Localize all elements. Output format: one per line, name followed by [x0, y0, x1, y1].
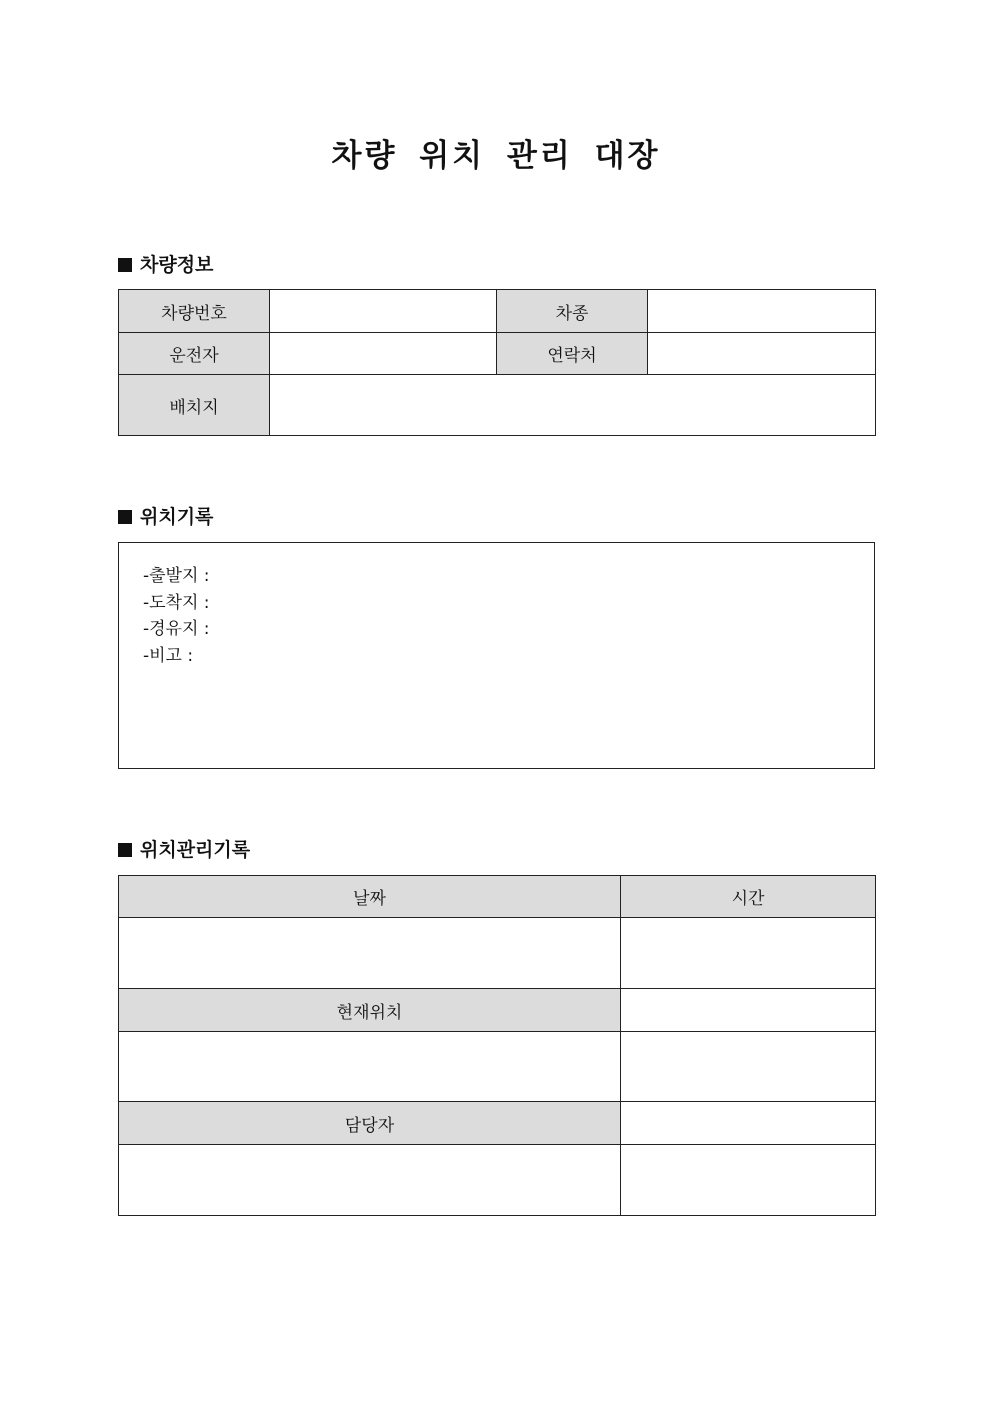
manager-side-field[interactable] — [621, 1102, 876, 1145]
location-record-box[interactable] — [118, 542, 875, 769]
table-row — [119, 290, 876, 333]
time-label: 시간 — [621, 876, 876, 918]
section-heading-vehicle-info — [118, 253, 213, 277]
manager-field[interactable] — [119, 1145, 621, 1216]
square-bullet-icon — [118, 843, 132, 857]
section-title: 차량정보 — [140, 254, 214, 276]
plate-number-field[interactable] — [270, 290, 497, 333]
manager-label: 담당자 — [119, 1102, 621, 1145]
table-row — [119, 989, 876, 1032]
driver-field[interactable] — [270, 333, 497, 375]
plate-number-label: 차량번호 — [119, 290, 270, 333]
date-field[interactable] — [119, 918, 621, 989]
table-row — [119, 918, 876, 989]
section-heading-location-management — [118, 838, 250, 862]
section-title: 위치관리기록 — [140, 839, 251, 861]
square-bullet-icon — [118, 258, 132, 272]
driver-label: 운전자 — [119, 333, 270, 375]
current-location-label: 현재위치 — [119, 989, 621, 1032]
vehicle-type-label: 차종 — [497, 290, 648, 333]
section-heading-location-record — [118, 505, 213, 529]
table-row — [119, 333, 876, 375]
contact-field[interactable] — [648, 333, 876, 375]
assigned-location-label: 배치지 — [119, 375, 270, 436]
assigned-location-field[interactable] — [270, 375, 876, 436]
table-row — [119, 375, 876, 436]
manager-extra-field[interactable] — [621, 1145, 876, 1216]
remarks-line: -비고 : — [143, 646, 194, 667]
vehicle-type-field[interactable] — [648, 290, 876, 333]
contact-label: 연락처 — [497, 333, 648, 375]
section-title: 위치기록 — [140, 506, 214, 528]
table-row — [119, 1145, 876, 1216]
table-row — [119, 1032, 876, 1102]
arrival-line: -도착지 : — [143, 592, 210, 613]
table-row — [119, 1102, 876, 1145]
location-management-table — [118, 875, 876, 1216]
current-location-field[interactable] — [119, 1032, 621, 1102]
square-bullet-icon — [118, 510, 132, 524]
vehicle-info-table — [118, 289, 876, 436]
table-row — [119, 876, 876, 918]
departure-line: -출발지 : — [143, 566, 210, 586]
waypoint-line: -경유지 : — [143, 619, 210, 640]
date-label: 날짜 — [119, 876, 621, 918]
document-title: 차량 위치 관리 대장 — [331, 138, 661, 174]
time-field[interactable] — [621, 918, 876, 989]
location-record-lines — [143, 563, 210, 670]
current-location-side-field[interactable] — [621, 989, 876, 1032]
current-location-extra-field[interactable] — [621, 1032, 876, 1102]
